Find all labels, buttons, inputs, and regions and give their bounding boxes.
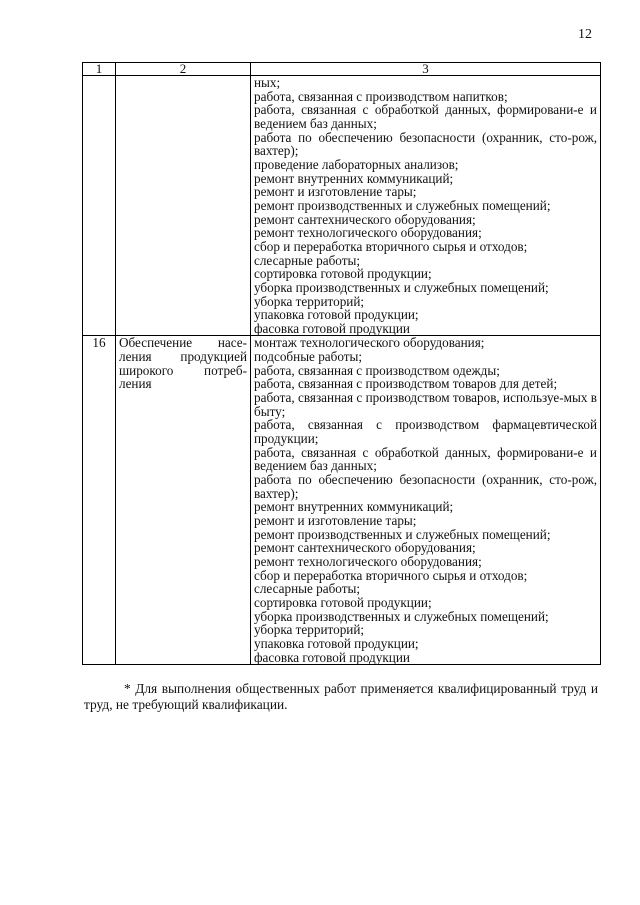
work-item: ремонт внутренних коммуникаций; <box>254 170 454 186</box>
row-category: Обеспечение насе-ления продукцией широкого потреб-ления <box>116 336 251 665</box>
work-item: фасовка готовой продукции <box>254 649 410 665</box>
work-item: ремонт технологического оборудования; <box>254 553 482 569</box>
work-item: работа, связанная с производством одежды; <box>254 362 500 378</box>
public-works-table <box>82 62 601 665</box>
work-item: работа, связанная с производством фармацевтической продукции; <box>254 417 597 447</box>
work-item: ремонт технологического оборудования; <box>254 225 482 241</box>
work-item: ремонт производственных и служебных помещений; <box>254 526 551 542</box>
work-item: сбор и переработка вторичного сырья и отходов; <box>254 567 528 583</box>
work-item: фасовка готовой продукции <box>254 320 410 336</box>
work-item: слесарные работы; <box>254 581 361 597</box>
work-item: ремонт и изготовление тары; <box>254 513 417 528</box>
column-header-category: 2 <box>116 63 251 76</box>
work-item: работа, связанная с обработкой данных, формировани-е и ведением баз данных; <box>254 102 597 131</box>
table-row <box>83 336 601 665</box>
work-item: подсобные работы; <box>254 349 363 365</box>
work-item: работа, связанная с производством напитков; <box>254 88 508 104</box>
work-item: работа, связанная с производством товаров для детей; <box>254 376 558 392</box>
work-item: уборка территорий; <box>254 622 365 638</box>
work-item: слесарные работы; <box>254 252 361 268</box>
work-item: ремонт сантехнического оборудования; <box>254 540 476 556</box>
work-item: сбор и переработка вторичного сырья и отходов; <box>254 238 528 254</box>
row-works-list <box>251 336 601 665</box>
work-item: проведение лабораторных анализов; <box>254 156 459 172</box>
footnote: * Для выполнения общественных работ применяется квалифицированный труд и труд, не требующий квалификации. <box>84 681 598 712</box>
work-item: ных; <box>254 75 281 90</box>
column-header-number: 1 <box>83 63 116 76</box>
table-header-row <box>83 63 601 76</box>
work-item: работа по обеспечению безопасности (охранник, сто-рож, вахтер); <box>254 129 597 159</box>
work-item: сортировка готовой продукции; <box>254 594 432 610</box>
work-item: ремонт сантехнического оборудования; <box>254 211 476 227</box>
work-item: упаковка готовой продукции; <box>254 307 419 323</box>
work-item: работа, связанная с производством товаров, используе-мых в быту; <box>254 390 597 419</box>
row-works-list <box>251 76 601 336</box>
work-item: уборка производственных и служебных помещений; <box>254 608 549 624</box>
row-number <box>83 76 116 336</box>
table-row <box>83 76 601 336</box>
work-item: уборка производственных и служебных помещений; <box>254 279 549 295</box>
row-number: 16 <box>83 336 116 665</box>
work-item: сортировка готовой продукции; <box>254 266 432 282</box>
page-number: 12 <box>578 27 592 42</box>
work-item: ремонт производственных и служебных помещений; <box>254 197 551 213</box>
work-item: работа по обеспечению безопасности (охранник, сто-рож, вахтер); <box>254 472 597 501</box>
work-item: ремонт и изготовление тары; <box>254 184 417 200</box>
work-item: работа, связанная с обработкой данных, формировани-е и ведением баз данных; <box>254 444 597 474</box>
work-item: монтаж технологического оборудования; <box>254 335 485 351</box>
row-category <box>116 76 251 336</box>
work-item: упаковка готовой продукции; <box>254 635 419 651</box>
work-item: уборка территорий; <box>254 293 365 309</box>
column-header-works: 3 <box>251 63 601 76</box>
work-item: ремонт внутренних коммуникаций; <box>254 499 454 515</box>
